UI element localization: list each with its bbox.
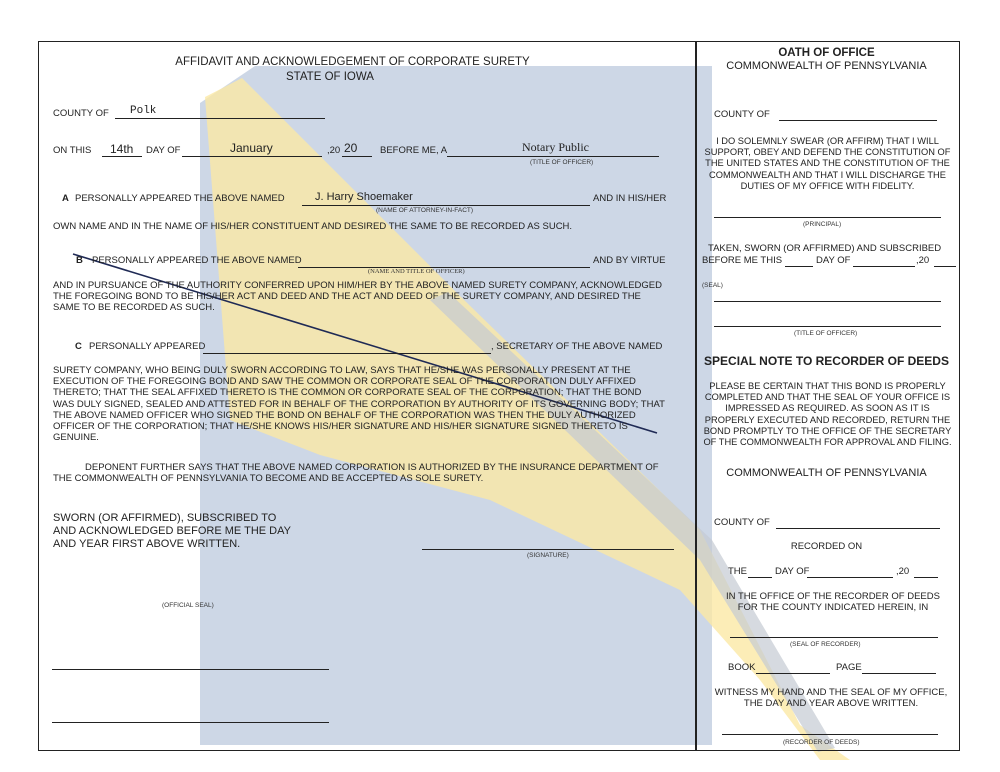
attorney-line — [302, 205, 590, 206]
recorder-county-line — [776, 528, 940, 529]
c-paragraph: SURETY COMPANY, WHO BEING DULY SWORN ACCORDING TO LAW, SAYS THAT HE/SHE WAS PERSONALLY PRESENT AT THE EXECUTION OF THE FOREGOING BOND AND SAW THE COMMON OR CORPORATE SEAL OF THE CORPORATION DULY AFFIXED THERETO; THAT THE SEAL AFFIXED THERETO IS THE COMMON OR CORPORATE SEAL OF THE CORPORATION; THAT THE BOND WAS DULY SIGNED, SEALED AND ATTESTED FOR IN BEHALF OF THE CORPORATION BY AUTHORITY OF ITS GOVERNING BODY; THAT THE ABOVE NAMED OFFICER WHO SIGNED THE BOND ON BEHALF OF THE CORPORATION WAS THEN THE DULY AUTHORIZED OFFICER OF THE CORPORATION; THAT HE/SHE KNOWS HIS/HER SIGNATURE AND HIS/HER SIGNATURE SIGNED THERETO IS GENUINE. — [53, 365, 665, 444]
principal-label: (PRINCIPAL) — [803, 221, 842, 228]
seal-label: (SEAL) — [702, 282, 723, 289]
b-paragraph: AND IN PURSUANCE OF THE AUTHORITY CONFERRED UPON HIM/HER BY THE ABOVE NAMED SURETY COMPANY, ACKNOWLEDGED THE FOREGOING BOND TO BE HIS/HER ACT AND DEED AND THE ACT AND DEED OF THE SURETY COMPANY, AND DESIRED THE SAME TO BE RECORDED AS SUCH. — [53, 280, 662, 314]
a-letter: A — [62, 193, 69, 204]
attorney-value: J. Harry Shoemaker — [315, 191, 413, 203]
recorder-signature-line — [722, 734, 938, 735]
oath-county-line — [779, 120, 937, 121]
oath-month-line — [853, 266, 915, 267]
on-this-label: ON THIS — [53, 145, 92, 156]
c-letter: C — [75, 341, 82, 352]
year-prefix: ,20 — [327, 145, 341, 156]
day-of-label: DAY OF — [146, 145, 181, 156]
name-attorney-label: (NAME OF ATTORNEY-IN-FACT) — [376, 207, 474, 214]
a-end: AND IN HIS/HER — [593, 193, 667, 204]
name-title-officer-label: (NAME AND TITLE OF OFFICER) — [368, 268, 465, 275]
officer-value: Notary Public — [522, 140, 589, 154]
day-line — [102, 156, 142, 157]
month-line — [182, 156, 322, 157]
a-line-2: OWN NAME AND IN THE NAME OF HIS/HER CONSTITUENT AND DESIRED THE SAME TO BE RECORDED AS SUCH. — [53, 221, 573, 232]
commonwealth-heading: COMMONWEALTH OF PENNSYLVANIA — [726, 467, 927, 479]
day-value: 14th — [110, 142, 134, 156]
signature-line — [422, 549, 674, 550]
oath-year-line — [934, 266, 956, 267]
seal-of-recorder-line — [730, 637, 938, 638]
official-seal-label: (OFFICIAL SEAL) — [162, 602, 214, 609]
county-line — [115, 118, 325, 119]
recorder-office-text: IN THE OFFICE OF THE RECORDER OF DEEDS FOR THE COUNTY INDICATED HEREIN, IN — [726, 591, 940, 614]
b-letter: B — [76, 255, 83, 266]
recorder-day-of: DAY OF — [775, 566, 810, 577]
officer-line — [447, 156, 659, 157]
year-line — [342, 156, 372, 157]
before-me-label: BEFORE ME, A — [380, 145, 448, 156]
recorder-day-line — [748, 577, 772, 578]
affidavit-title: AFFIDAVIT AND ACKNOWLEDGEMENT OF CORPORATE SURETY — [175, 56, 530, 68]
oath-title: OATH OF OFFICE — [778, 47, 875, 59]
title-of-officer-label: (TITLE OF OFFICER) — [530, 159, 594, 166]
witness-text: WITNESS MY HAND AND THE SEAL OF MY OFFICE, THE DAY AND YEAR ABOVE WRITTEN. — [714, 687, 948, 710]
oath-subtitle: COMMONWEALTH OF PENNSYLVANIA — [726, 60, 927, 72]
oath-year-prefix: ,20 — [916, 255, 930, 266]
secretary-line — [203, 353, 491, 354]
seal-of-recorder-label: (SEAL OF RECORDER) — [790, 641, 861, 648]
oath-officer-line — [714, 326, 941, 327]
recorded-on: RECORDED ON — [790, 541, 863, 552]
oath-county-label: COUNTY OF — [714, 109, 770, 120]
special-note-text: PLEASE BE CERTAIN THAT THIS BOND IS PROPERLY COMPLETED AND THAT THE SEAL OF YOUR OFFICE IS IMPRESSED AS REQUIRED. AS SOON AS IT IS PROPERLY EXECUTED AND RECORDED, RETURN THE BOND PROMPTLY TO THE OFFICE OF THE SECRETARY OF THE COMMONWEALTH FOR APPROVAL AND FILING. — [703, 381, 952, 448]
b-end: AND BY VIRTUE — [593, 255, 666, 266]
special-note-title: SPECIAL NOTE TO RECORDER OF DEEDS — [704, 354, 949, 368]
oath-day-of: DAY OF — [816, 255, 851, 266]
deponent-paragraph: DEPONENT FURTHER SAYS THAT THE ABOVE NAMED CORPORATION IS AUTHORIZED BY THE INSURANCE DEPARTMENT OF THE COMMONWEALTH OF PENNSYLVANIA TO BECOME AND BE ACCEPTED AS SOLE SURETY. — [53, 462, 659, 485]
county-label: COUNTY OF — [53, 108, 109, 119]
book-label: BOOK — [728, 662, 756, 673]
oath-text: I DO SOLEMNLY SWEAR (OR AFFIRM) THAT I WILL SUPPORT, OBEY AND DEFEND THE CONSTITUTION OF THE UNITED STATES AND THE CONSTITUTION OF THE COMMONWEALTH AND THAT I WILL DISCHARGE THE DUTIES OF MY OFFICE WITH FIDELITY. — [704, 136, 951, 191]
county-value: Polk — [130, 105, 157, 117]
bottom-line-2 — [52, 722, 329, 723]
page-line — [862, 673, 936, 674]
bottom-line-1 — [52, 669, 329, 670]
before-me-this: BEFORE ME THIS — [702, 255, 783, 266]
taken-line-1: TAKEN, SWORN (OR AFFIRMED) AND SUBSCRIBED — [708, 243, 942, 254]
recorder-the: THE — [728, 566, 747, 577]
page-label: PAGE — [836, 662, 862, 673]
principal-line — [714, 217, 941, 218]
a-text: PERSONALLY APPEARED THE ABOVE NAMED — [75, 193, 285, 204]
c-end: , SECRETARY OF THE ABOVE NAMED — [491, 341, 663, 352]
oath-title-officer-label: (TITLE OF OFFICER) — [794, 330, 858, 337]
recorder-of-deeds-label: (RECORDER OF DEEDS) — [783, 739, 860, 746]
state-subtitle: STATE OF IOWA — [286, 71, 374, 83]
recorder-year-line — [914, 577, 938, 578]
recorder-county-label: COUNTY OF — [714, 517, 770, 528]
recorder-year-prefix: ,20 — [896, 566, 910, 577]
book-line — [756, 673, 830, 674]
oath-day-line — [785, 266, 813, 267]
c-text: PERSONALLY APPEARED — [89, 341, 206, 352]
month-value: January — [230, 141, 273, 155]
oath-seal-line — [714, 301, 941, 302]
year-value: 20 — [344, 141, 358, 155]
signature-label: (SIGNATURE) — [527, 552, 569, 559]
recorder-month-line — [807, 577, 893, 578]
b-text: PERSONALLY APPEARED THE ABOVE NAMED — [92, 255, 302, 266]
sworn-statement: SWORN (OR AFFIRMED), SUBSCRIBED TO AND ACKNOWLEDGED BEFORE ME THE DAY AND YEAR FIRST ABOVE WRITTEN. — [53, 512, 291, 550]
